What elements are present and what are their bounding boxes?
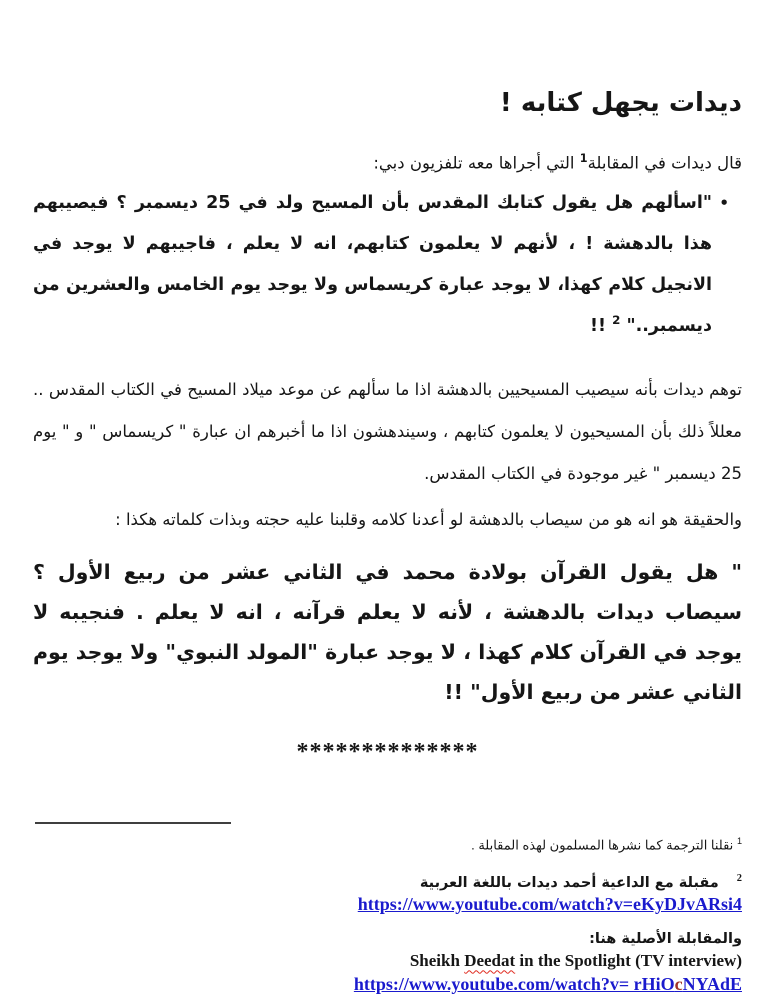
deedat-quote-bullet bbox=[33, 183, 742, 348]
truth-paragraph: والحقيقة هو انه هو من سيصاب بالدهشة لو أعدنا كلامه وقلبنا عليه حجته وبذات كلماته هكذا : bbox=[115, 510, 742, 530]
page-title: ديدات يجهل كتابه ! bbox=[499, 88, 742, 118]
footnote-1-text: نقلنا الترجمة كما نشرها المسلمون لهذه المقابلة . bbox=[471, 837, 734, 853]
deedat-quote-exclaim: !! bbox=[590, 315, 613, 336]
english-title-pre: Sheikh bbox=[409, 951, 465, 971]
deedat-quote-text: "اسألهم هل يقول كتابك المقدس بأن المسيح ولد في 25 ديسمبر ؟ فيصيبهم هذا بالدهشة ! ، لأنهم لا يعلمون كتابهم، انه لا يعلم ، فاجيبهم لا يوجد في الانجيل كلام كهذا، لا يوجد عبارة كريسماس ولا يوجد يوم الخامس والعشرين من ديسمبر.." bbox=[33, 192, 712, 336]
arabic-interview-url-line bbox=[33, 894, 742, 915]
footnote-2-text: مقبلة مع الداعية أحمد ديدات باللغة العربية bbox=[419, 875, 719, 892]
intro-line bbox=[33, 152, 742, 173]
footnote-1-marker: 1 bbox=[736, 836, 742, 847]
footnote-divider bbox=[35, 822, 231, 824]
footnote-1 bbox=[33, 836, 742, 853]
youtube-link-arabic-interview[interactable]: https://www.youtube.com/watch?v=eKyDJvARsi4 bbox=[357, 894, 742, 915]
asterisk-separator: ************** bbox=[296, 739, 479, 766]
intro-text: قال ديدات في المقابلة bbox=[587, 153, 742, 173]
intro-text-cont: التي أجراها معه تلفزيون دبي: bbox=[373, 153, 580, 173]
counter-quote-paragraph: " هل يقول القرآن بولادة محمد في الثاني عشر من ربيع الأول ؟ سيصاب ديدات بالدهشة ، لأنه لا يعلم قرآنه ، انه لا يعلم . فنجيبه لا يوجد في القرآن كلام كهذا ، لا يوجد عبارة "المولد النبوي" ولا يوجد يوم الثاني عشر من ربيع الأول" !! bbox=[33, 560, 742, 705]
bullet-icon: • bbox=[719, 193, 729, 212]
original-url-pre: https://www.youtube.com/watch?v= rHiO bbox=[353, 974, 675, 995]
commentary-paragraph: توهم ديدات بأنه سيصيب المسيحيين بالدهشة اذا ما سألهم عن موعد ميلاد المسيح في الكتاب المقدس .. معللاً ذلك بأن المسيحيون لا يعلمون كتابهم ، وسيندهشون اذا ما أخبرهم ان عبارة " كريسماس " و " يوم 25 ديسمبر " غير موجودة في الكتاب المقدس. bbox=[33, 380, 742, 484]
original-url-post: NYAdE bbox=[682, 974, 742, 995]
footnote-ref-1: 1 bbox=[579, 152, 588, 165]
footnote-2 bbox=[33, 873, 742, 891]
footnote-2-marker: 2 bbox=[736, 873, 742, 885]
original-interview-label: والمقابلة الأصلية هنا: bbox=[589, 931, 742, 948]
youtube-link-original-interview[interactable] bbox=[354, 974, 742, 994]
footnote-ref-2: 2 bbox=[612, 313, 621, 328]
english-interview-title bbox=[33, 951, 742, 971]
english-title-post: in the Spotlight (TV interview) bbox=[515, 951, 742, 971]
original-interview-url-line bbox=[33, 974, 742, 995]
original-url-red-char: c bbox=[674, 974, 683, 995]
english-title-spellcheck-word: Deedat bbox=[464, 951, 516, 971]
